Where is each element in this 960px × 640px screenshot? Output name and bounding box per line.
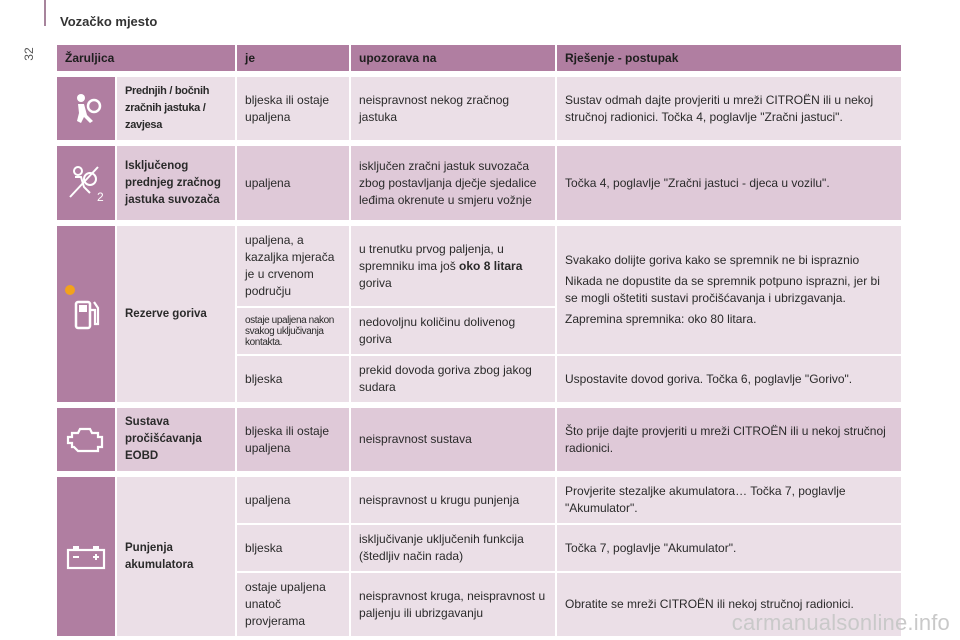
lamp-warning: prekid dovoda goriva zbog jakog sudara — [351, 354, 557, 402]
warning-lights-table — [57, 45, 903, 636]
header-solution: Rješenje - postupak — [557, 45, 903, 71]
lamp-solution: Provjerite stezaljke akumulatora… Točka 7, poglavlje "Akumulator". — [557, 477, 903, 523]
header-state: je — [237, 45, 351, 71]
lamp-state: upaljena — [237, 477, 351, 523]
lamp-warning: neispravnost nekog zračnog jastuka — [351, 77, 557, 140]
header-warns: upozorava na — [351, 45, 557, 71]
lamp-state: ostaje upaljena nakon svakog uključivanja kontakta. — [237, 306, 351, 354]
lamp-name: Prednjih / bočnih zračnih jastuka / zavjesa — [117, 77, 237, 140]
table-row — [57, 146, 903, 220]
header-lamp: Žaruljica — [57, 45, 237, 71]
table-row — [57, 408, 903, 471]
lamp-solution: Obratite se mreži CITROËN ili nekoj stručnoj radionici. — [557, 571, 903, 636]
lamp-warning: neispravnost sustava — [351, 408, 557, 471]
lamp-solution: Uspostavite dovod goriva. Točka 6, poglavlje "Gorivo". — [557, 354, 903, 402]
lamp-solution: Što prije dajte provjeriti u mreži CITROËN ili u nekoj stručnoj radionici. — [557, 408, 903, 471]
lamp-warning: neispravnost kruga, neispravnost u paljenju ili ubrizgavanju — [351, 571, 557, 636]
lamp-name: Sustava pročišćavanja EOBD — [117, 408, 237, 471]
margin-bar — [44, 0, 46, 26]
lamp-warning: u trenutku prvog paljenja, u spremniku ima još oko 8 litara goriva — [351, 226, 557, 306]
engine-check-icon — [57, 408, 117, 471]
table-row — [57, 77, 903, 140]
lamp-state: ostaje upaljena unatoč provjerama — [237, 571, 351, 636]
passenger-airbag-off-icon — [57, 146, 117, 220]
battery-icon — [57, 477, 117, 636]
lamp-state: bljeska — [237, 354, 351, 402]
page-header-title: Vozačko mjesto — [60, 14, 158, 29]
watermark: carmanualsonline.info — [731, 610, 950, 635]
lamp-state: upaljena, a kazaljka mjerača je u crvenom području — [237, 226, 351, 306]
page-number: 32 — [22, 47, 36, 61]
lamp-state: bljeska ili ostaje upaljena — [237, 77, 351, 140]
lamp-warning: neispravnost u krugu punjenja — [351, 477, 557, 523]
table-row — [57, 226, 903, 306]
lamp-solution: Točka 4, poglavlje "Zračni jastuci - djeca u vozilu". — [557, 146, 903, 220]
svg-text:2: 2 — [97, 190, 104, 204]
lamp-warning: nedovoljnu količinu dolivenog goriva — [351, 306, 557, 354]
lamp-warning: isključivanje uključenih funkcija (štedljiv način rada) — [351, 523, 557, 571]
lamp-solution: Točka 7, poglavlje "Akumulator". — [557, 523, 903, 571]
lamp-name: Rezerve goriva — [117, 226, 237, 402]
lamp-name: Isključenog prednjeg zračnog jastuka suvozača — [117, 146, 237, 220]
lamp-solution: Sustav odmah dajte provjeriti u mreži CITROËN ili u nekoj stručnoj radionici. Točka 4, poglavlje "Zračni jastuci". — [557, 77, 903, 140]
lamp-name: Punjenja akumulatora — [117, 477, 237, 636]
lamp-state: upaljena — [237, 146, 351, 220]
lamp-state: bljeska ili ostaje upaljena — [237, 408, 351, 471]
fuel-pump-icon — [57, 226, 117, 402]
lamp-warning: isključen zračni jastuk suvozača zbog postavljanja dječje sjedalice leđima okrenute u smjeru vožnje — [351, 146, 557, 220]
table-header-row — [57, 45, 903, 71]
table-row — [57, 477, 903, 523]
lamp-state: bljeska — [237, 523, 351, 571]
airbag-warning-icon — [57, 77, 117, 140]
lamp-solution: Svakako dolijte goriva kako se spremnik ne bi ispraznio Nikada ne dopustite da se spremnik potpuno isprazni, jer bi se mogli oštetiti sustavi pročišćavanja i ubrizgavanja. Zapremina spremnika: oko 80 litara. — [557, 226, 903, 354]
